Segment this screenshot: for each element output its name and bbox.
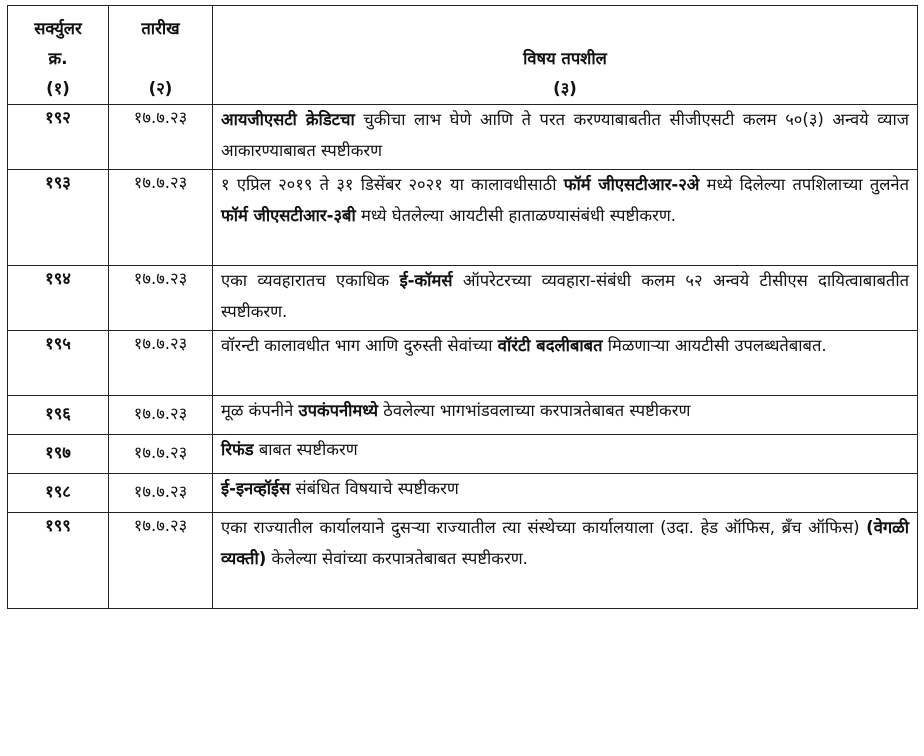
- subject-bold-text: रिफंड: [221, 440, 254, 459]
- circular-subject: [213, 396, 918, 435]
- table-row: [8, 266, 918, 331]
- subject-text: मिळणाऱ्या आयटीसी उपलब्धतेबाबत.: [602, 336, 827, 355]
- circular-number: १९९: [8, 513, 109, 609]
- table-row: [8, 331, 918, 396]
- circular-subject: [213, 170, 918, 266]
- subject-text: मध्ये दिलेल्या तपशिलाच्या तुलनेत: [699, 175, 909, 194]
- circular-subject: [213, 435, 918, 474]
- circular-subject: [213, 266, 918, 331]
- circular-date: १७.७.२३: [109, 435, 213, 474]
- subject-bold-text: फॉर्म जीएसटीआर-३बी: [221, 205, 356, 225]
- circular-date: १७.७.२३: [109, 513, 213, 609]
- circular-date: १७.७.२३: [109, 105, 213, 170]
- circular-number: १९४: [8, 266, 109, 331]
- subject-text: केलेल्या सेवांच्या करपात्रतेबाबत स्पष्टीकरण.: [266, 548, 528, 568]
- subject-bold-text: ई-कॉमर्स: [399, 271, 453, 290]
- table-row: [8, 105, 918, 170]
- subject-text: १ एप्रिल २०१९ ते ३१ डिसेंबर २०२१ या कालावधीसाठी: [221, 175, 564, 194]
- subject-text: चुकीचा लाभ घेणे आणि ते परत करण्याबाबतीत सीजीएसटी कलम ५०(३) अन्वये व्याज आकारण्याबाबत स्पष्टीकरण: [221, 110, 909, 160]
- circular-subject: [213, 513, 918, 609]
- circular-date: १७.७.२३: [109, 474, 213, 513]
- header-circular-no: सर्क्युलर क्र. (१): [8, 6, 109, 105]
- circular-number: १९२: [8, 105, 109, 170]
- subject-bold-text: ई-इनव्हॉईस: [221, 479, 291, 498]
- circular-date: १७.७.२३: [109, 170, 213, 266]
- circular-date: १७.७.२३: [109, 266, 213, 331]
- subject-text: मूळ कंपनीने: [221, 401, 299, 420]
- circular-subject: [213, 331, 918, 396]
- circular-number: १९३: [8, 170, 109, 266]
- subject-bold-text: फॉर्म जीएसटीआर-२अे: [563, 175, 700, 194]
- subject-bold-text: आयजीएसटी क्रेडिटचा: [221, 110, 355, 129]
- subject-text: ठेवलेल्या भागभांडवलाच्या करपात्रतेबाबत स्पष्टीकरण: [378, 401, 691, 420]
- subject-text: बाबत स्पष्टीकरण: [253, 440, 358, 459]
- table-row: [8, 170, 918, 266]
- circular-date: १७.७.२३: [109, 396, 213, 435]
- header-row: [8, 6, 918, 105]
- header-date: तारीख (२): [109, 6, 213, 105]
- subject-text: संबंधित विषयाचे स्पष्टीकरण: [290, 479, 459, 498]
- circular-number: १९७: [8, 435, 109, 474]
- subject-bold-text: उपकंपनीमध्ये: [298, 401, 379, 420]
- circular-number: १९८: [8, 474, 109, 513]
- table-row: [8, 513, 918, 609]
- subject-bold-text: वॉरंटी बदलीबाबत: [497, 336, 603, 355]
- table-row: [8, 474, 918, 513]
- subject-text: ऑपरेटरच्या व्यवहारा-संबंधी कलम ५२ अन्वये टीसीएस दायित्वाबाबतीत स्पष्टीकरण.: [221, 271, 909, 321]
- circular-subject: [213, 105, 918, 170]
- table-row: [8, 435, 918, 474]
- subject-text: मध्ये घेतलेल्या आयटीसी हाताळण्यासंबंधी स्पष्टीकरण.: [355, 205, 677, 225]
- subject-text: एका राज्यातील कार्यालयाने दुसऱ्या राज्यातील त्या संस्थेच्या कार्यालयाला (उदा. हेड ऑफिस, ब्रँच ऑफिस): [221, 518, 867, 537]
- subject-text: वॉरन्टी कालावधीत भाग आणि दुरुस्ती सेवांच्या: [221, 336, 498, 355]
- subject-text: एका व्यवहारातच एकाधिक: [221, 271, 400, 290]
- circular-number: १९६: [8, 396, 109, 435]
- circulars-table: [7, 5, 918, 609]
- header-subject: विषय तपशील (३): [213, 6, 918, 105]
- circular-subject: [213, 474, 918, 513]
- circular-date: १७.७.२३: [109, 331, 213, 396]
- table-row: [8, 396, 918, 435]
- subject-bold-text: (वेगळी व्यक्ती): [221, 518, 909, 568]
- circular-number: १९५: [8, 331, 109, 396]
